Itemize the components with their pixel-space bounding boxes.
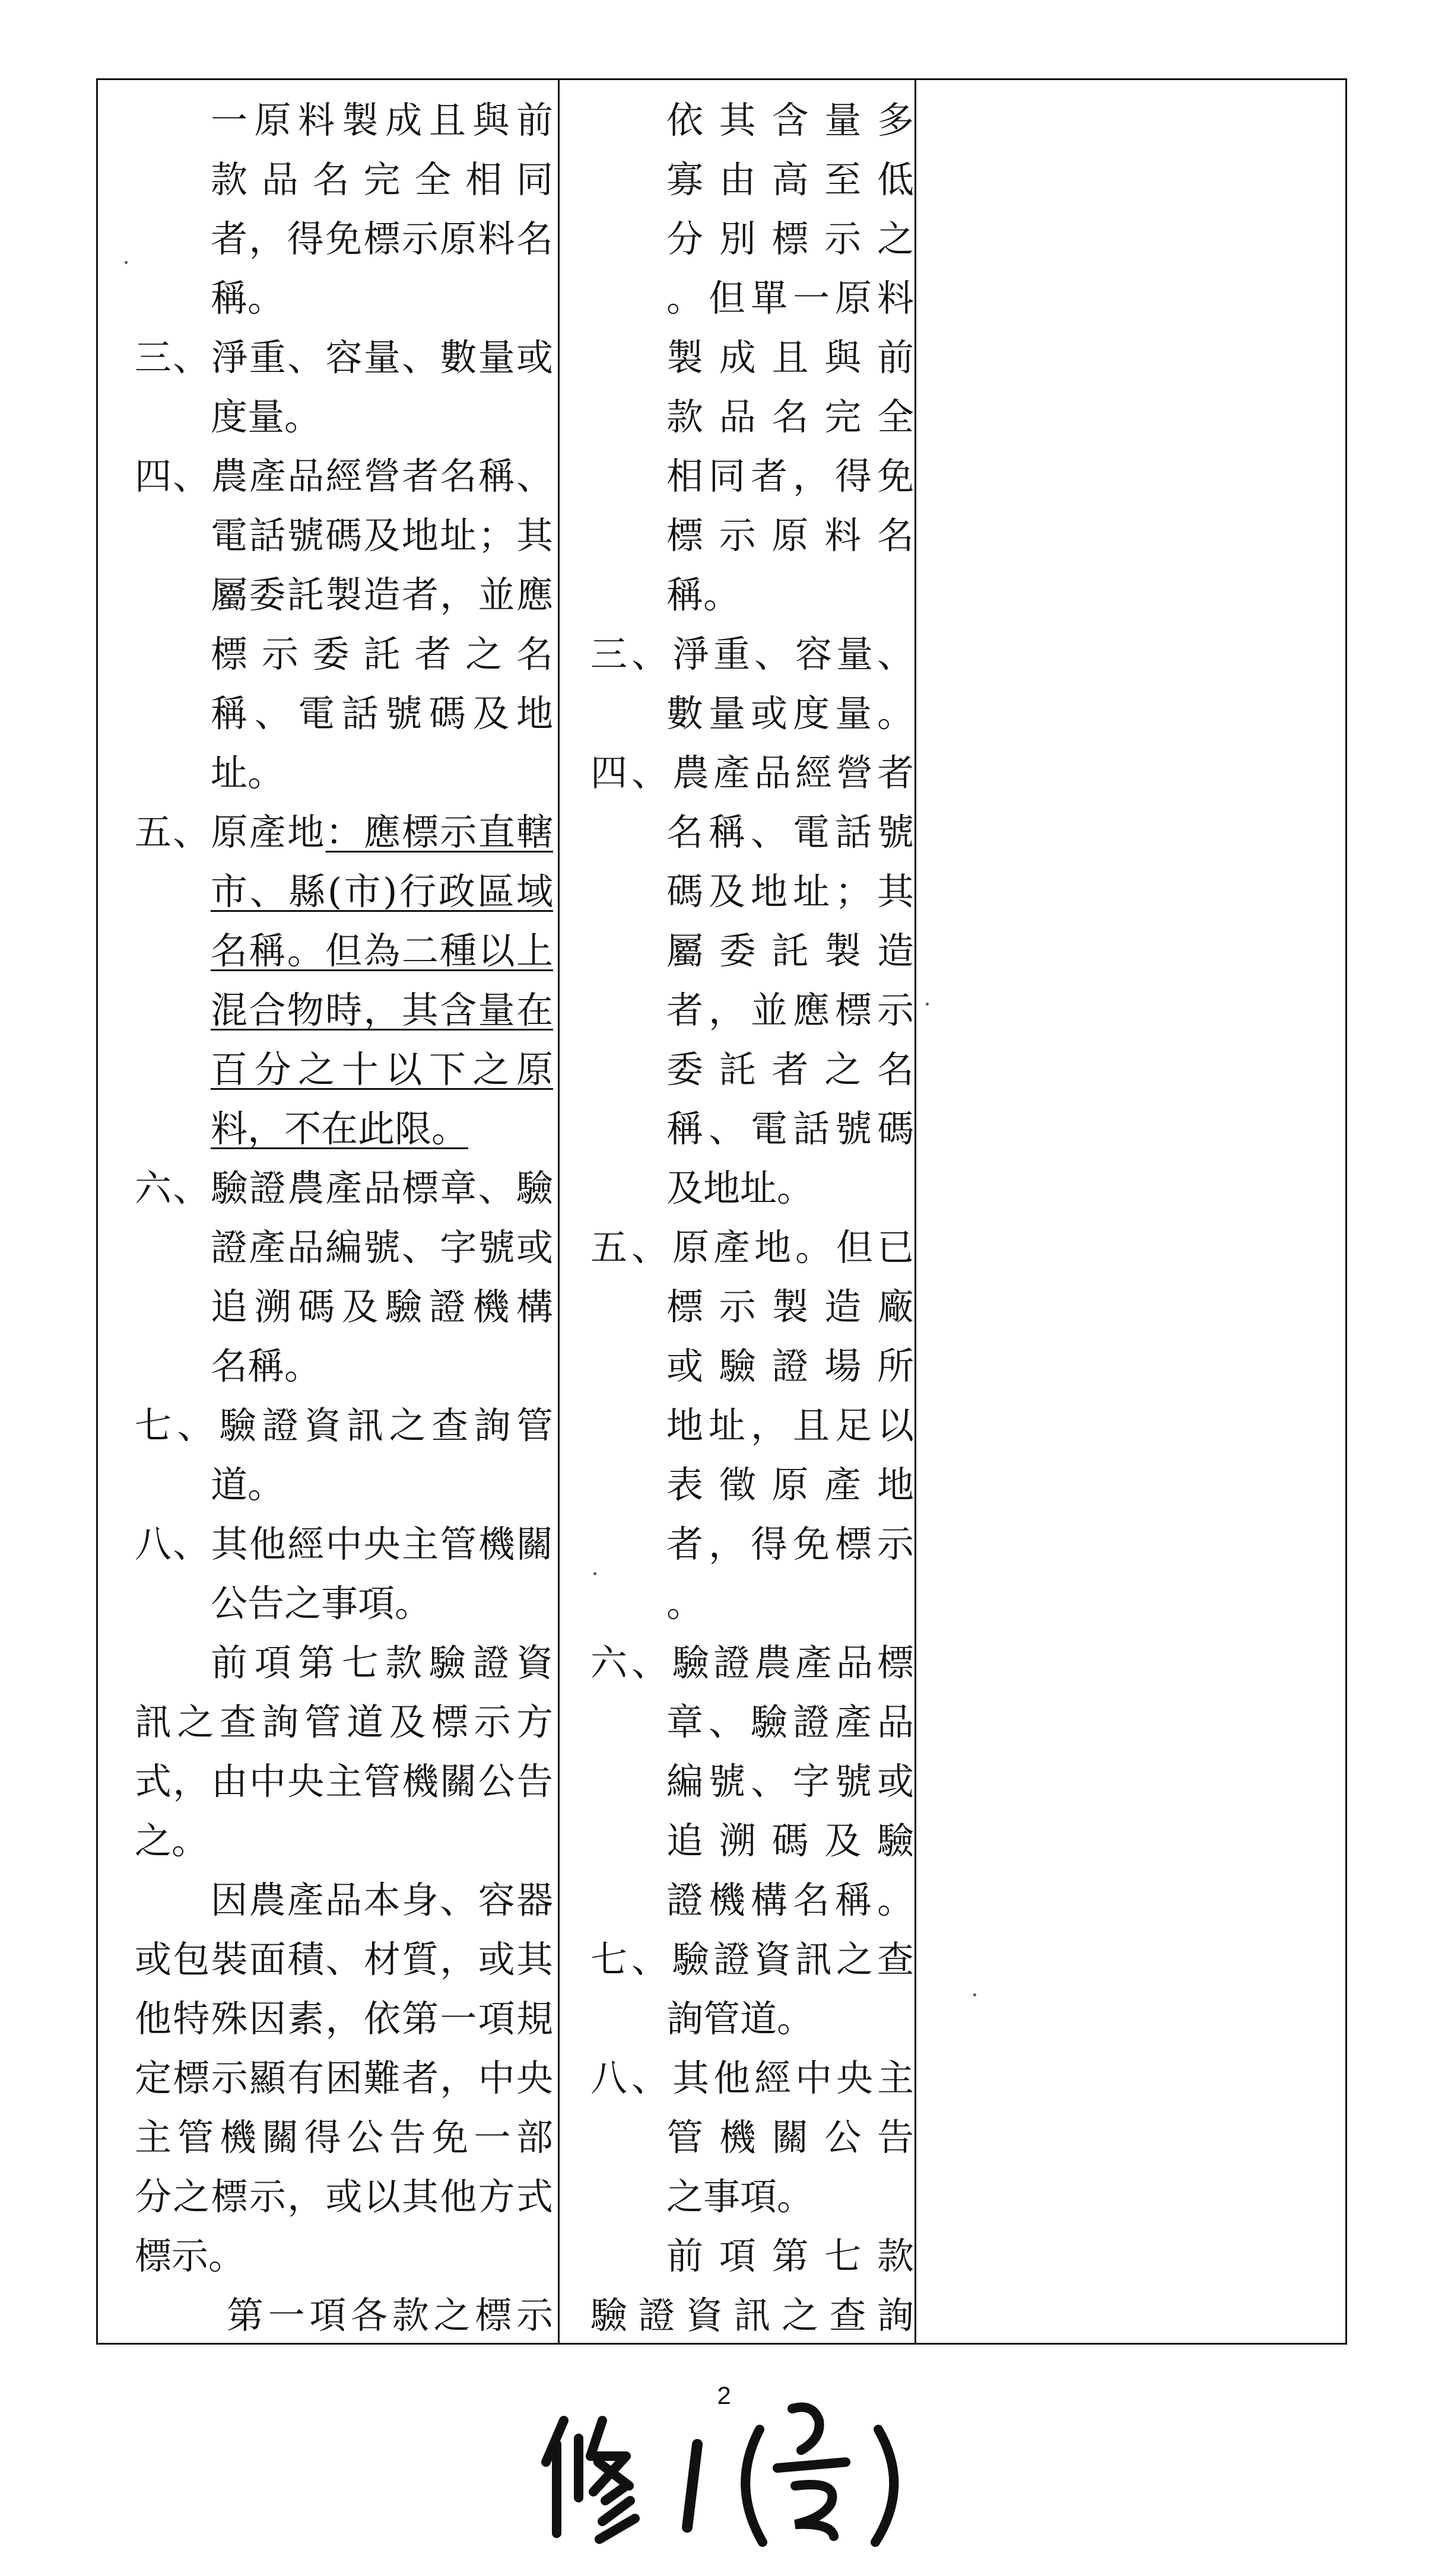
line-text: 前項第七款: [666, 2234, 914, 2278]
line-text: 或包裝面積、材質，或其: [135, 1938, 553, 1981]
line-text: 追溯碼及驗: [666, 1819, 914, 1862]
line-text: 表徵原產地: [666, 1463, 914, 1506]
text-line: [590, 625, 914, 684]
text-line: [135, 91, 553, 150]
text-line: [590, 150, 914, 209]
text-line: [135, 921, 553, 981]
amended-underlined-text: ：應標示直轄: [325, 810, 553, 854]
right-column-explanation: [923, 80, 1338, 2343]
text-line: [135, 1277, 553, 1337]
line-text: 管機關公告: [666, 2116, 914, 2159]
text-line: [135, 2108, 553, 2167]
text-line: [590, 684, 914, 743]
line-text: 稱、電話號碼及地: [211, 692, 553, 735]
text-line: [135, 2049, 553, 2108]
text-line: [135, 1515, 553, 1574]
text-line: [135, 1099, 553, 1159]
text-line: [135, 803, 553, 862]
text-line: [135, 2286, 553, 2343]
handwritten-left-paren: [745, 2429, 763, 2542]
line-text: 屬委託製造: [666, 929, 914, 972]
text-line: [590, 269, 914, 328]
text-line: [590, 506, 914, 565]
line-text: 八、其他經中央主管機關: [135, 1522, 553, 1566]
text-line: [590, 447, 914, 506]
line-text: 款品名完全: [666, 395, 914, 438]
text-line: [590, 1633, 914, 1693]
line-text: 分別標示之: [666, 217, 914, 260]
text-line: [135, 387, 553, 447]
line-text: 訊之查詢管道及標示方: [135, 1700, 553, 1744]
line-text: 之事項。: [666, 2175, 814, 2218]
handwritten-char-one: [687, 2444, 697, 2527]
line-text: 主管機關得公告免一部: [135, 2116, 553, 2159]
text-line: [135, 565, 553, 625]
page-number: 2: [717, 2381, 731, 2409]
line-text: 七、驗證資訊之查詢管: [135, 1404, 553, 1447]
text-line: [135, 1693, 553, 1752]
amended-underlined-text: 混合物時，其含量在: [211, 988, 553, 1032]
line-text: 因農產品本身、容器: [211, 1878, 553, 1922]
line-text: 及地址。: [666, 1166, 814, 1210]
text-line: [135, 1811, 553, 1871]
line-text: 四、農產品經營者: [590, 751, 914, 794]
text-line: [135, 1752, 553, 1811]
text-line: [135, 743, 553, 803]
handwritten-char-san: [777, 2408, 846, 2537]
line-text: 五、原產地。但已: [590, 1226, 914, 1269]
line-text: 寡由高至低: [666, 158, 914, 201]
line-text: 稱。: [211, 276, 285, 320]
line-text: 數量或度量。: [666, 692, 914, 735]
line-text: 四、農產品經營者名稱、: [135, 454, 553, 498]
text-line: [590, 1277, 914, 1337]
text-line: [590, 209, 914, 269]
amended-underlined-text: 名稱。但為二種以上: [211, 929, 553, 972]
line-text: 地址，且足以: [666, 1404, 914, 1447]
handwritten-char-xiu: [546, 2421, 635, 2539]
text-line: [590, 1515, 914, 1574]
line-text: 七、驗證資訊之查: [590, 1938, 914, 1981]
line-text: 址。: [211, 751, 285, 794]
line-text: 款品名完全相同: [211, 158, 553, 201]
line-text: 證產品編號、字號或: [211, 1226, 553, 1269]
line-text: 八、其他經中央主: [590, 2056, 914, 2100]
text-line: [590, 91, 914, 150]
text-line: [590, 1159, 914, 1218]
text-line: [135, 209, 553, 269]
text-line: [590, 1337, 914, 1396]
text-line: [590, 1396, 914, 1455]
line-text: 三、淨重、容量、: [590, 632, 914, 676]
text-line: [590, 862, 914, 921]
amended-underlined-text: 百分之十以下之原: [211, 1048, 553, 1091]
line-text: 三、淨重、容量、數量或: [135, 336, 553, 379]
line-text: 電話號碼及地址；其: [211, 514, 553, 557]
text-line: [135, 1930, 553, 1989]
text-line: [590, 2167, 914, 2227]
line-text: 標示。: [135, 2234, 246, 2278]
text-line: [135, 447, 553, 506]
text-line: [135, 506, 553, 565]
line-text: 道。: [211, 1463, 285, 1506]
text-line: [135, 150, 553, 209]
comparison-table: [96, 78, 1347, 2345]
amended-underlined-text: 市、縣(市)行政區域: [211, 870, 553, 913]
line-text: 六、驗證農產品標: [590, 1641, 914, 1684]
middle-column-current-text: [590, 80, 914, 2343]
text-line: [135, 1040, 553, 1099]
scan-speck: [125, 261, 128, 264]
text-line: [135, 1633, 553, 1693]
text-line: [135, 1396, 553, 1455]
line-text: 稱、電話號碼: [666, 1107, 914, 1150]
line-text: 名稱、電話號: [666, 810, 914, 854]
text-line: [590, 565, 914, 625]
text-line: [135, 1989, 553, 2049]
text-line: [590, 1040, 914, 1099]
line-text: 者，得免標示: [666, 1522, 914, 1566]
line-text: 相同者，得免: [666, 454, 914, 498]
text-line: [135, 2167, 553, 2227]
line-text: 者，得免標示原料名: [211, 217, 553, 260]
text-line: [135, 2227, 553, 2286]
line-text: 章、驗證產品: [666, 1700, 914, 1744]
text-line: [135, 1159, 553, 1218]
text-line: [590, 387, 914, 447]
text-line: [590, 1099, 914, 1159]
line-text: 屬委託製造者，並應: [211, 573, 553, 616]
text-line: [590, 981, 914, 1040]
line-text: 標示製造廠: [666, 1285, 914, 1328]
text-line: [135, 328, 553, 387]
scan-speck: [593, 1572, 596, 1575]
text-line: [135, 269, 553, 328]
text-line: [135, 1871, 553, 1930]
text-line: [590, 2227, 914, 2286]
scan-speck: [926, 1003, 929, 1006]
text-line: [590, 743, 914, 803]
line-text: 稱。: [666, 573, 741, 616]
text-line: [590, 328, 914, 387]
line-text: 度量。: [211, 395, 322, 438]
text-line: [590, 2049, 914, 2108]
line-text: 。但單一原料: [666, 276, 914, 320]
text-line: [590, 1811, 914, 1871]
line-text: 標示委託者之名: [211, 632, 553, 676]
text-line: [135, 684, 553, 743]
line-text: 五、原產地: [135, 810, 326, 854]
line-text: 驗證資訊之查詢: [590, 2294, 914, 2337]
text-line: [590, 1693, 914, 1752]
line-text: 他特殊因素，依第一項規: [135, 1997, 553, 2040]
line-text: 一原料製成且與前: [211, 98, 553, 142]
text-line: [135, 1574, 553, 1633]
line-text: 委託者之名: [666, 1048, 914, 1091]
text-line: [135, 1337, 553, 1396]
line-text: 編號、字號或: [666, 1760, 914, 1803]
line-text: 詢管道。: [666, 1997, 814, 2040]
text-line: [590, 1752, 914, 1811]
line-text: 定標示顯有困難者，中央: [135, 2056, 553, 2100]
line-text: 公告之事項。: [211, 1582, 432, 1625]
line-text: 碼及地址；其: [666, 870, 914, 913]
text-line: [590, 1871, 914, 1930]
text-line: [135, 981, 553, 1040]
text-line: [590, 2108, 914, 2167]
line-text: 名稱。: [211, 1344, 322, 1388]
text-line: [590, 1218, 914, 1277]
text-line: [590, 921, 914, 981]
line-text: 製成且與前: [666, 336, 914, 379]
column-divider-2: [914, 80, 916, 2343]
amended-underlined-text: 料，不在此限。: [211, 1107, 469, 1150]
line-text: 前項第七款驗證資: [211, 1641, 553, 1684]
text-line: [135, 862, 553, 921]
left-column-amended-text: [135, 80, 553, 2343]
line-text: 標示原料名: [666, 514, 914, 557]
text-line: [135, 1218, 553, 1277]
line-text: 式，由中央主管機關公告: [135, 1760, 553, 1803]
text-line: [590, 1989, 914, 2049]
text-line: [590, 1455, 914, 1515]
line-text: 。: [666, 1582, 704, 1625]
handwritten-annotation: [522, 2397, 950, 2551]
text-line: [590, 1574, 914, 1633]
column-divider-1: [558, 80, 560, 2343]
line-text: 追溯碼及驗證機構: [211, 1285, 553, 1328]
line-text: 六、驗證農產品標章、驗: [135, 1166, 553, 1210]
text-line: [135, 1455, 553, 1515]
text-line: [590, 803, 914, 862]
line-text: 分之標示，或以其他方式: [135, 2175, 553, 2218]
line-text: 依其含量多: [666, 98, 914, 142]
handwritten-right-paren: [875, 2429, 894, 2542]
line-text: 者，並應標示: [666, 988, 914, 1032]
line-text: 證機構名稱。: [666, 1878, 914, 1922]
text-line: [590, 1930, 914, 1989]
line-text: 或驗證場所: [666, 1344, 914, 1388]
text-line: [135, 625, 553, 684]
text-line: [590, 2286, 914, 2343]
line-text: 第一項各款之標示: [227, 2294, 553, 2337]
scan-speck: [973, 1993, 976, 1996]
line-text: 之。: [135, 1819, 209, 1862]
